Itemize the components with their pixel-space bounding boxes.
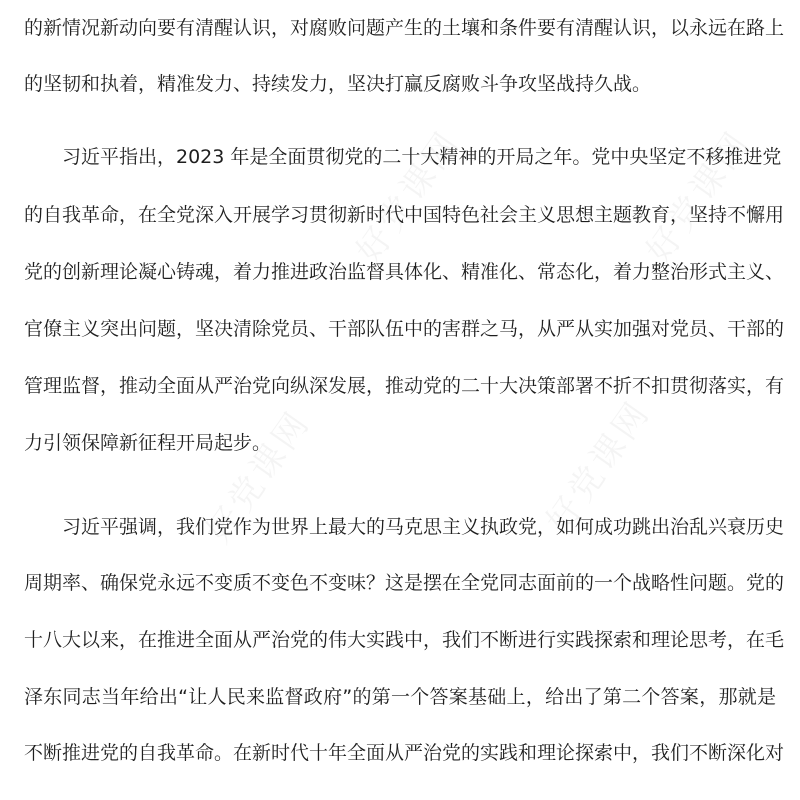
text-line: 力引领保障新征程开局起步。 <box>24 432 272 454</box>
watermark <box>632 118 759 271</box>
text-line: 习近平强调，我们党作为世界上最大的马克思主义执政党，如何成功跳出治乱兴衰历史 <box>62 516 785 538</box>
text-line: 周期率、确保党永远不变质不变色不变味？这是摆在全党同志面前的一个战略性问题。党的 <box>24 572 785 594</box>
text-line: 泽东同志当年给出“让人民来监督政府”的第一个答案基础上，给出了第二个答案，那就是 <box>24 686 776 708</box>
text-line: 十八大以来，在推进全面从严治党的伟大实践中，我们不断进行实践探索和理论思考，在毛 <box>24 629 785 651</box>
text-line: 不断推进党的自我革命。在新时代十年全面从严治党的实践和理论探索中，我们不断深化对 <box>24 742 785 764</box>
text-line: 的坚韧和执着，精准发力、持续发力，坚决打赢反腐败斗争攻坚战持久战。 <box>24 73 652 95</box>
text-line: 的自我革命，在全党深入开展学习贯彻新时代中国特色社会主义思想主题教育，坚持不懈用 <box>24 204 785 226</box>
text-line: 官僚主义突出问题，坚决清除党员、干部队伍中的害群之马，从严从实加强对党员、干部的 <box>24 318 785 340</box>
text-line: 的新情况新动向要有清醒认识，对腐败问题产生的土壤和条件要有清醒认识，以永远在路上 <box>24 17 785 39</box>
text-line: 党的创新理论凝心铸魂，着力推进政治监督具体化、精准化、常态化，着力整治形式主义、 <box>24 261 785 283</box>
text-line: 习近平指出，2023 年是全面贯彻党的二十大精神的开局之年。党中央坚定不移推进党 <box>62 146 782 168</box>
watermark <box>342 118 469 271</box>
text-line: 管理监督，推动全面从严治党向纵深发展，推动党的二十大决策部署不折不扣贯彻落实，有 <box>24 375 785 397</box>
